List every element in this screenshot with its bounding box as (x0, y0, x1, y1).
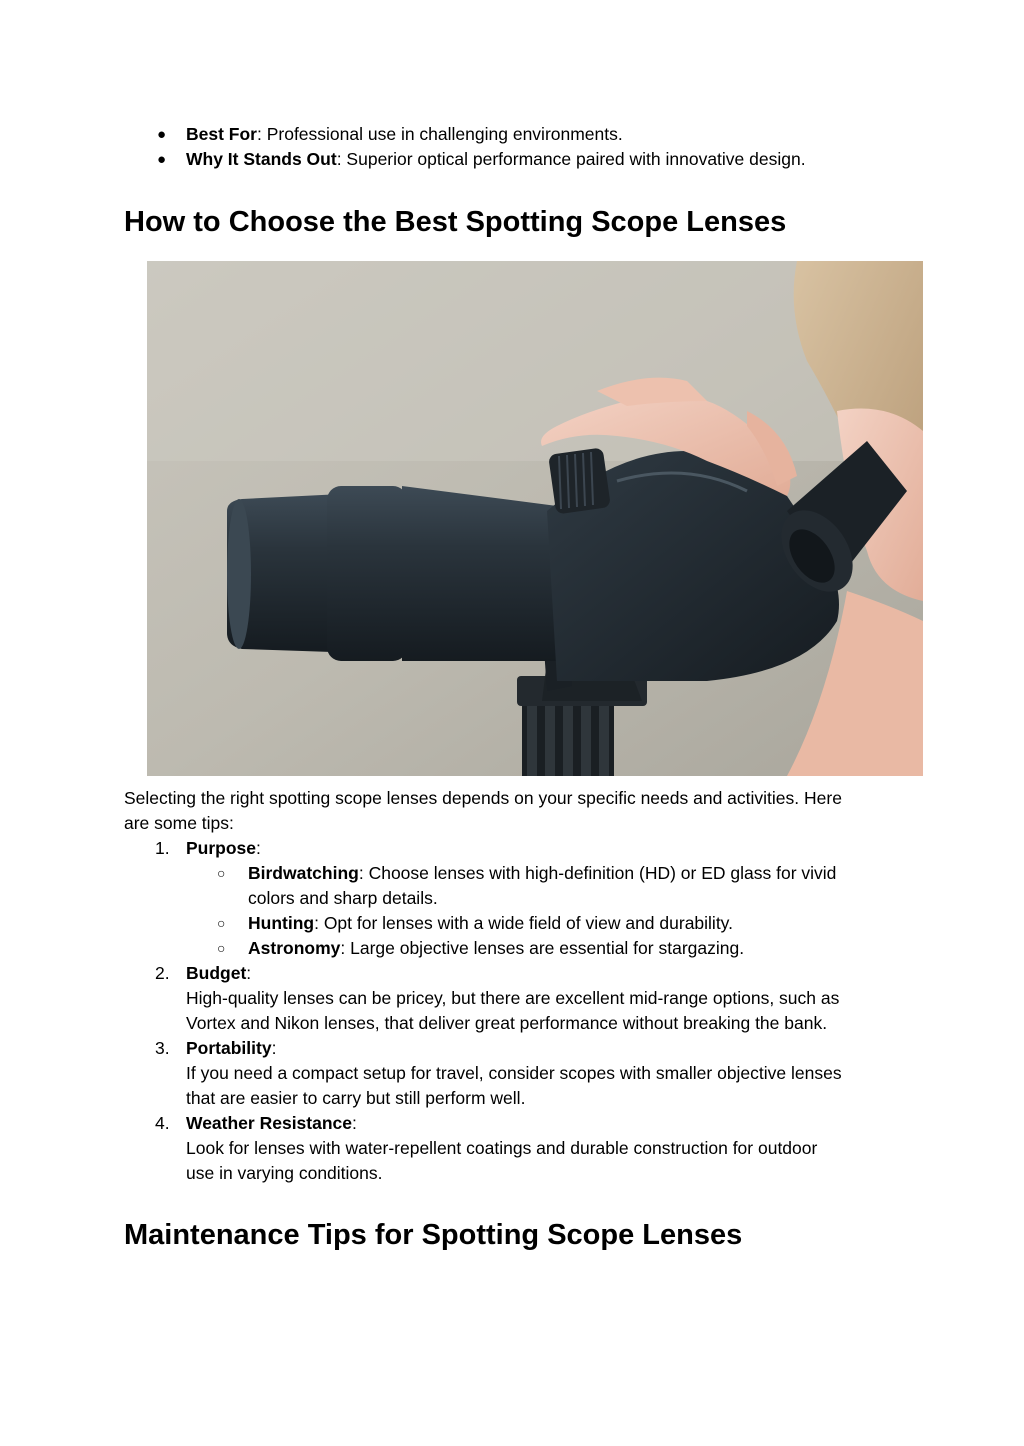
sub-bullet-glyph: ○ (217, 940, 226, 956)
list-item-budget (186, 961, 251, 986)
list-text: Vortex and Nikon lenses, that deliver great performance without breaking the bank. (186, 1013, 828, 1033)
list-text: that are easier to carry but still perform well. (186, 1088, 526, 1108)
list-number: 3. (155, 1038, 170, 1058)
sub-term: Hunting (248, 913, 315, 933)
sub-text: : Choose lenses with high-definition (HD) or ED glass for vivid (358, 863, 837, 883)
bullet-term: Why It Stands Out (186, 149, 337, 169)
sub-bullet-glyph: ○ (217, 865, 226, 881)
list-term: Weather Resistance (186, 1113, 353, 1133)
sub-bullet-glyph: ○ (217, 915, 226, 931)
list-text: Look for lenses with water-repellent coatings and durable construction for outdoor (186, 1138, 818, 1158)
list-colon: : (352, 1113, 357, 1133)
bullet-text: : Superior optical performance paired with innovative design. (336, 149, 806, 169)
spotting-scope-photo (147, 261, 923, 776)
bullet-glyph: ● (157, 126, 167, 143)
bullet-why-it-stands-out (186, 147, 806, 172)
sub-item-astronomy (248, 936, 744, 961)
list-item-weather-resistance (186, 1111, 357, 1136)
list-term: Purpose (186, 838, 257, 858)
sub-text: : Opt for lenses with a wide field of view and durability. (314, 913, 733, 933)
sub-text-continued: colors and sharp details. (248, 888, 438, 908)
bullet-best-for (186, 122, 623, 147)
list-colon: : (256, 838, 261, 858)
section-heading-maintenance: Maintenance Tips for Spotting Scope Lenses (124, 1219, 743, 1251)
bullet-text: : Professional use in challenging environments. (256, 124, 623, 144)
sub-item-hunting (248, 911, 733, 936)
list-text: If you need a compact setup for travel, consider scopes with smaller objective lenses (186, 1063, 842, 1083)
section-heading-choose: How to Choose the Best Spotting Scope Lenses (124, 206, 787, 238)
bullet-term: Best For (186, 124, 257, 144)
list-number: 4. (155, 1113, 170, 1133)
sub-term: Astronomy (248, 938, 341, 958)
list-colon: : (246, 963, 252, 983)
sub-term: Birdwatching (248, 863, 359, 883)
list-term: Budget (186, 963, 247, 983)
intro-line: Selecting the right spotting scope lenses depends on your specific needs and activities. Here (124, 788, 842, 808)
list-number: 1. (155, 838, 170, 858)
list-colon: : (271, 1038, 277, 1058)
sub-text: : Large objective lenses are essential for stargazing. (340, 938, 745, 958)
list-text: High-quality lenses can be pricey, but there are excellent mid-range options, such as (186, 988, 840, 1008)
list-item-purpose (186, 836, 261, 861)
list-term: Portability (186, 1038, 272, 1058)
bullet-glyph: ● (157, 151, 167, 168)
intro-line: are some tips: (124, 813, 234, 833)
list-text: use in varying conditions. (186, 1163, 383, 1183)
sub-item-birdwatching (248, 861, 836, 886)
list-item-portability (186, 1036, 276, 1061)
spotting-scope-illustration (147, 261, 923, 776)
list-number: 2. (155, 963, 170, 983)
